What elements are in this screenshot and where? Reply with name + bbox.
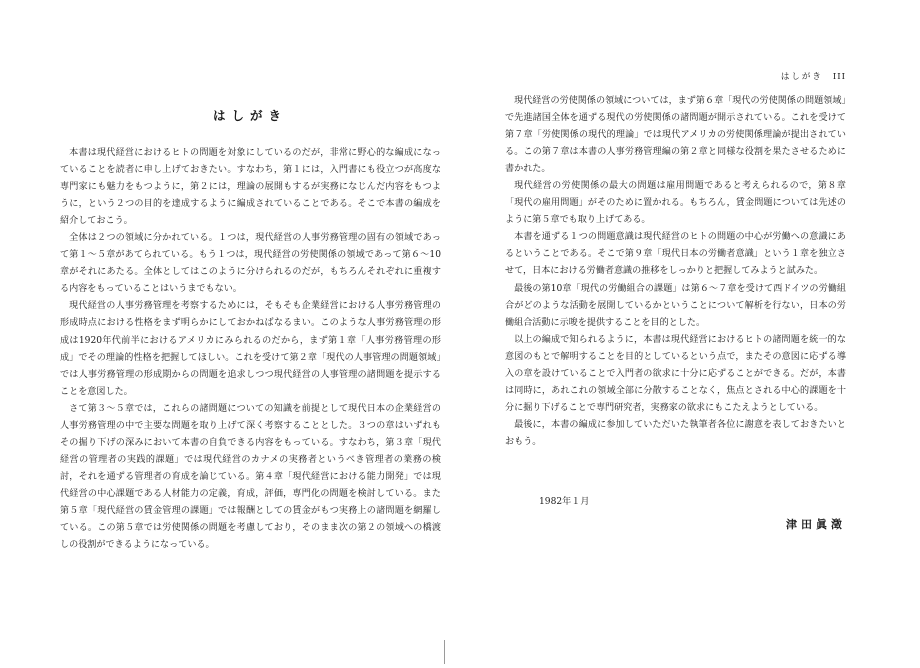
page-number: III — [832, 72, 846, 82]
running-head-title: はしがき — [780, 72, 823, 82]
right-body-text — [505, 93, 846, 451]
paragraph: 本書を通ずる１つの問題意識は現代経営のヒトの問題の中心が労働への意識にあるということである。そこで第９章「現代日本の労働者意識」という１章を独立させて，日本における労働者意識の推移をしっかりと把握してみようと試みた。 — [505, 232, 846, 277]
paragraph: 現代経営の労使関係の最大の問題は雇用問題であると考えられるので，第８章「現代の雇用問題」がそのために置かれる。もちろん，賃金問題については先述のように第５章でも取り上げてある。 — [505, 181, 846, 226]
paragraph: 現代経営の労使関係の領域については，まず第６章「現代の労使関係の問題領域」で先進諸国全体を通ずる現代の労使関係の諸問題が開示されている。これを受けて第７章「労使関係の現代的理論」では現代アメリカの労使関係理論が提出されている。この第７章は本書の人事労務管理編の第２章と同様な役割を果たさせるために書かれた。 — [505, 96, 846, 175]
binding-gutter-line — [444, 640, 445, 664]
running-head — [716, 70, 846, 82]
preface-date: 1982年１月 — [539, 497, 590, 507]
author-signature: 津田眞澂 — [786, 518, 846, 531]
left-body-text — [60, 145, 441, 554]
page-title: はしがき — [212, 108, 287, 123]
paragraph: さて第３〜５章では，これらの諸問題についての知識を前提として現代日本の企業経営の人事労務管理の中で主要な問題を取り上げて深く考察することとした。３つの章はいずれもその掘り下げの深みにおいて本書の自負できる内容をもっている。すなわち，第３章「現代経営の管理者の実践的課題」では現代経営のカナメの実務者というべき管理者の業務の検討，それを通ずる管理者の育成を論じている。第４章「現代経営における能力開発」では現代経営の中心課題である人材能力の定義，育成，評価，専門化の問題を検討している。また第５章「現代経営の賃金管理の課題」では報酬としての賃金がもつ実務上の諸問題を網羅している。この第５章では労使関係の問題を考慮しており，そのまま次の第２の領域への橋渡しの役割ができるようになっている。 — [60, 403, 441, 551]
paragraph: 現代経営の人事労務管理を考察するためには，そもそも企業経営における人事労務管理の形成時点における性格をまず明らかにしておかねばなるまい。このような人事労務管理の形成は1920年代前半におけるアメリカにみられるのだから，まず第１章「人事労務管理の形成」でその理論的性格を把握してほしい。これを受けて第２章「現代の人事管理の問題領域」では人事労務管理の形成期からの問題を追求しつつ現代経営の人事管理の諸問題を提示することを意図した。 — [60, 301, 441, 397]
paragraph: 最後に，本書の編成に参加していただいた執筆者各位に謝意を表しておきたいとおもう。 — [505, 419, 846, 447]
paragraph: 全体は２つの領域に分かれている。１つは，現代経営の人事労務管理の固有の領域であって第１〜５章があてられている。もう１つは，現代経営の労使関係の領域であって第６〜10章がそれにあたる。全体としてはこのように分けられるのだが，もちろんそれぞれに重複する内容をもっていることはいうまでもない。 — [60, 233, 441, 295]
paragraph: 以上の編成で知られるように，本書は現代経営におけるヒトの諸問題を統一的な意図のもとで解明することを目的としているという点で，またその意図に応ずる導入の章を設けていることで入門者の欲求に十分に応ずることができる。だが，本書は同時に，あれこれの領域全部に分散することなく，焦点とされる中心的課題を十分に掘り下げることで専門研究者，実務家の欲求にもこたえようとしている。 — [505, 334, 846, 413]
paragraph: 最後の第10章「現代の労働組合の課題」は第６〜７章を受けて西ドイツの労働組合がどのような活動を展開しているかということについて解析を行ない，日本の労働組合活動に示唆を提供することを目的とした。 — [505, 283, 846, 328]
paragraph: 本書は現代経営におけるヒトの問題を対象にしているのだが，非常に野心的な編成になっていることを読者に申し上げておきたい。すなわち，第１には，入門書にも役立つが高度な専門家にも魅力をもつように，第２には，理論の展開もするが実務になじんだ内容をもつように，という２つの目的を達成するように編成されていることである。そこで本書の編成を紹介しておこう。 — [60, 148, 441, 227]
